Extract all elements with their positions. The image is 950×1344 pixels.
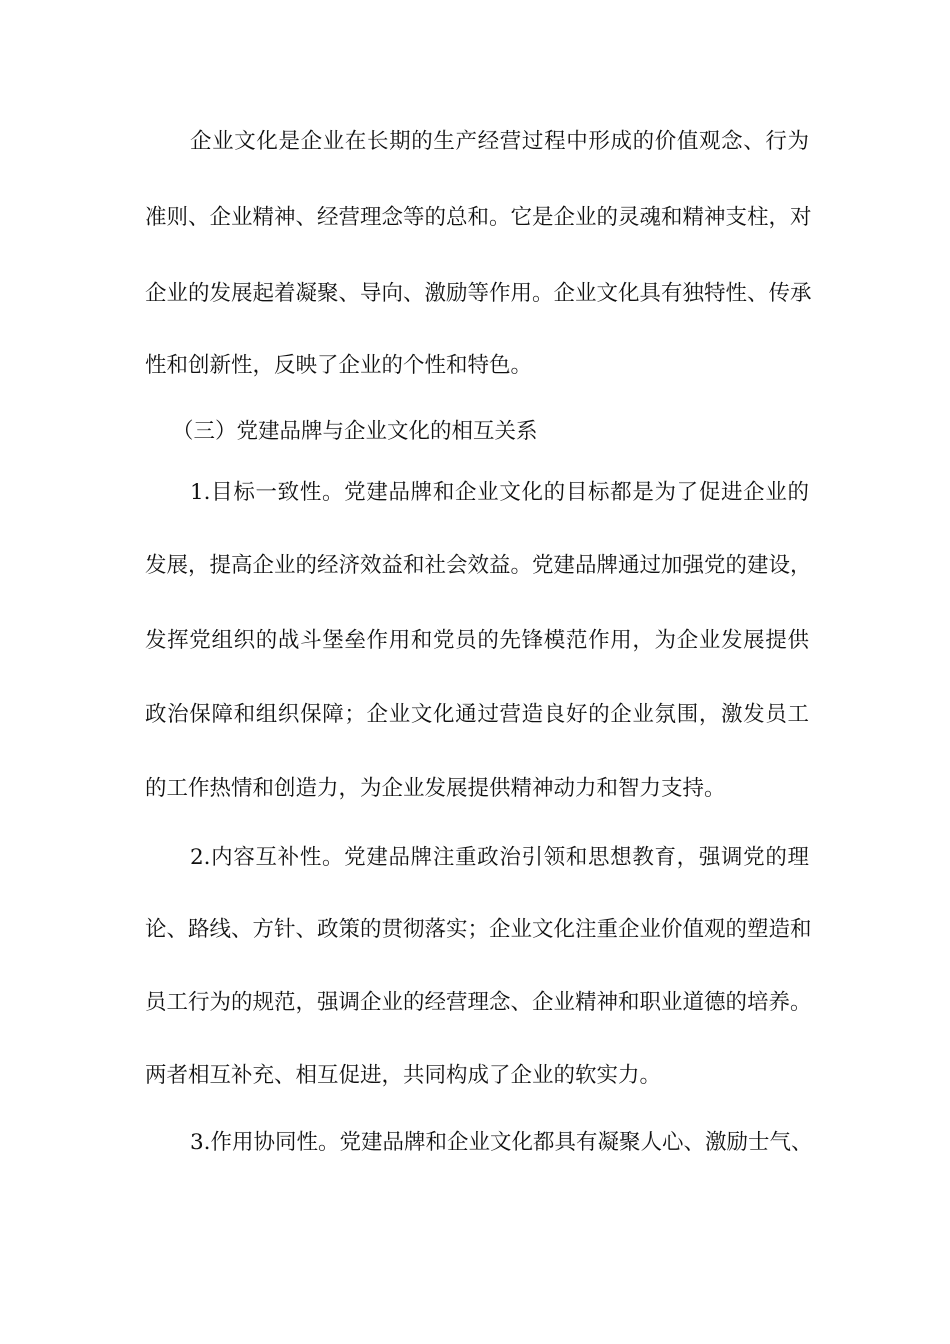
paragraph-line: 3.作用协同性。党建品牌和企业文化都具有凝聚人心、激励士气、 xyxy=(190,1130,813,1155)
paragraph-line: 的工作热情和创造力，为企业发展提供精神动力和智力支持。 xyxy=(145,776,726,801)
paragraph-line: 企业文化是企业在长期的生产经营过程中形成的价值观念、行为 xyxy=(190,129,809,154)
paragraph-line: 2.内容互补性。党建品牌注重政治引领和思想教育，强调党的理 xyxy=(190,845,809,870)
section-heading: （三）党建品牌与企业文化的相互关系 xyxy=(172,419,538,444)
paragraph-line: 员工行为的规范，强调企业的经营理念、企业精神和职业道德的培养。 xyxy=(145,990,812,1015)
paragraph-line: 论、路线、方针、政策的贯彻落实；企业文化注重企业价值观的塑造和 xyxy=(145,917,812,942)
paragraph-line: 性和创新性，反映了企业的个性和特色。 xyxy=(145,353,533,378)
paragraph-line: 发展，提高企业的经济效益和社会效益。党建品牌通过加强党的建设， xyxy=(145,553,812,578)
paragraph-line: 政治保障和组织保障；企业文化通过营造良好的企业氛围，激发员工 xyxy=(145,702,809,727)
paragraph-line: 企业的发展起着凝聚、导向、激励等作用。企业文化具有独特性、传承 xyxy=(145,281,812,306)
paragraph-line: 1.目标一致性。党建品牌和企业文化的目标都是为了促进企业的 xyxy=(190,480,809,505)
paragraph-line: 准则、企业精神、经营理念等的总和。它是企业的灵魂和精神支柱，对 xyxy=(145,205,812,230)
paragraph-line: 发挥党组织的战斗堡垒作用和党员的先锋模范作用，为企业发展提供 xyxy=(145,628,809,653)
paragraph-line: 两者相互补充、相互促进，共同构成了企业的软实力。 xyxy=(145,1063,662,1088)
